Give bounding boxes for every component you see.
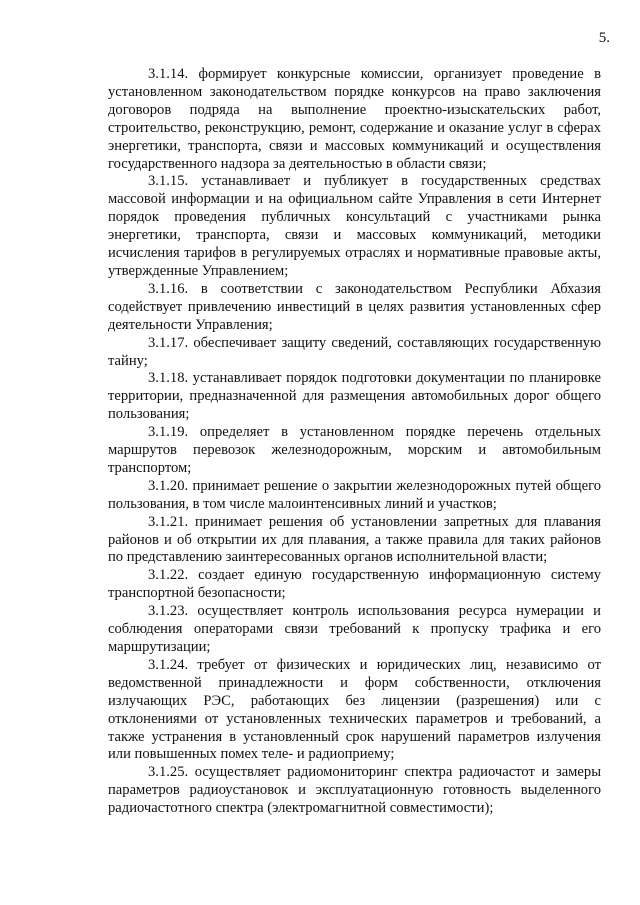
clause-3-1-19: 3.1.19. определяет в установленном порядке перечень отдельных маршрутов перевозок железнодорожным, морским и автомобильным транспортом; [108, 424, 601, 476]
clause-3-1-23: 3.1.23. осуществляет контроль использования ресурса нумерации и соблюдения операторами связи требований к пропуску трафика и его маршрутизации; [108, 603, 601, 655]
clause-3-1-21: 3.1.21. принимает решения об установлении запретных для плавания районов и об открытии их для плавания, а также правила для таких районов по представлению заинтересованных органов исполнительной власти; [108, 513, 601, 566]
clause-3-1-17: 3.1.17. обеспечивает защиту сведений, составляющих государственную тайну; [108, 334, 601, 369]
clause-3-1-15: 3.1.15. устанавливает и публикует в государственных средствах массовой информации и на официальном сайте Управления в сети Интернет порядок проведения публичных консультаций с участниками рынка энергетики, транспорта, связи и массовых коммуникаций, методики исчисления тарифов в регулируемых отраслях и нормативные правовые акты, утвержденные Управлением; [108, 173, 601, 279]
clause-3-1-16: 3.1.16. в соответствии с законодательством Республики Абхазия содействует привлечению инвестиций в целях развития установленных сфер деятельности Управления; [108, 280, 601, 333]
document-body [108, 66, 601, 818]
page-number: 5. [598, 30, 610, 46]
clause-3-1-24: 3.1.24. требует от физических и юридических лиц, независимо от ведомственной принадлежности и форм собственности, отключения излучающих РЭС, работающих без лицензии (разрешения) или с отклонениями от установленных технических параметров и требований, а также устранения в установленный срок нарушений параметров излучения или повышенных помех теле- и радиоприему; [108, 656, 601, 763]
clause-3-1-18: 3.1.18. устанавливает порядок подготовки документации по планировке территории, предназначенной для размещения автомобильных дорог общего пользования; [108, 370, 601, 423]
clause-3-1-22: 3.1.22. создает единую государственную информационную систему транспортной безопасности; [108, 567, 601, 602]
clause-3-1-20: 3.1.20. принимает решение о закрытии железнодорожных путей общего пользования, в том числе малоинтенсивных линий и участков; [108, 477, 601, 512]
clause-3-1-25: 3.1.25. осуществляет радиомониторинг спектра радиочастот и замеры параметров радиоустановок и эксплуатационную готовность выделенного радиочастотного спектра (электромагнитной совместимости); [108, 764, 601, 817]
clause-3-1-14: 3.1.14. формирует конкурсные комиссии, организует проведение в установленном законодательством порядке конкурсов на право заключения договоров подряда на выполнение проектно-изыскательских работ, строительство, реконструкцию, ремонт, содержание и оказание услуг в сферах энергетики, транспорта, связи и массовых коммуникаций и осуществления государственного надзора за деятельностью в области связи; [108, 66, 601, 172]
